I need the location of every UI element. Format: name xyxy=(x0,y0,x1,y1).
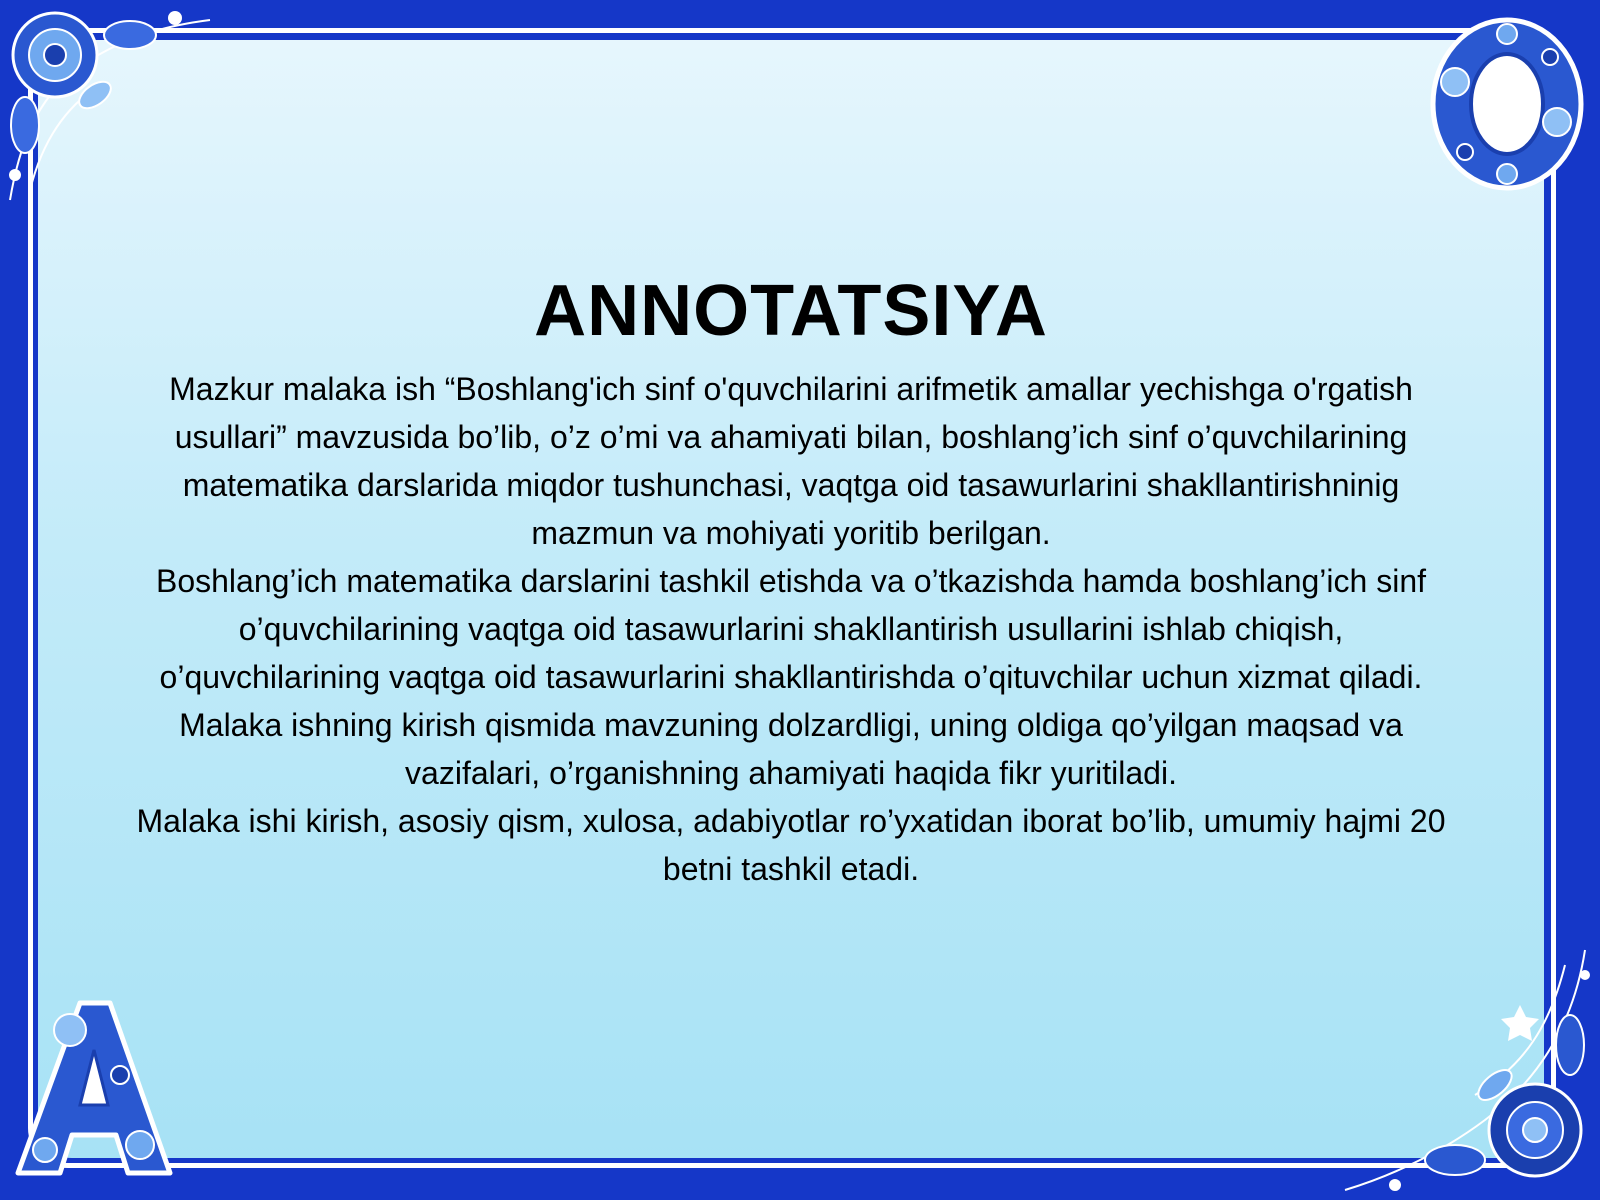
letter-a-ornament-icon xyxy=(10,995,180,1180)
paragraph-2: Boshlang’ich matematika darslarini tashkil etishda va o’tkazishda hamda boshlang’ich sinf o’quvchilarining vaqtga oid tasawurlarini shakllantirish usullarini ishlab chiqish, o’quvchilarining vaqtga oid tasawurlarini shakllantirishda o’qituvchilar uchun xizmat qiladi. xyxy=(155,563,1426,695)
paragraph-3: Malaka ishning kirish qismida mavzuning dolzardligi, uning oldiga qo’yilgan maqsad va vazifalari, o’rganishning ahamiyati haqida fikr yuritiladi. xyxy=(179,707,1403,791)
paragraph-1: Mazkur malaka ish “Boshlang'ich sinf o'quvchilarini arifmetik amallar yechishga o'rgatish usullari” mavzusida bo’lib, o’z o’mi va ahamiyati bilan, boshlang’ich sinf o’quvchilarining matematika darslarida miqdor tushunchasi, vaqtga oid tasawurlarini shakllantirishninig mazmun va mohiyati yoritib berilgan. xyxy=(169,371,1413,551)
letter-o-ornament-icon xyxy=(1425,12,1590,197)
top-left-flower-ornament-icon xyxy=(0,0,220,210)
content-panel xyxy=(38,40,1544,1158)
bottom-right-flower-ornament-icon xyxy=(1335,945,1600,1200)
slide-title: ANNOTATSIYA xyxy=(534,271,1048,351)
annotation-body xyxy=(128,365,1454,893)
paragraph-4: Malaka ishi kirish, asosiy qism, xulosa, adabiyotlar ro’yxatidan iborat bo’lib, umumiy hajmi 20 betni tashkil etadi. xyxy=(136,803,1446,887)
